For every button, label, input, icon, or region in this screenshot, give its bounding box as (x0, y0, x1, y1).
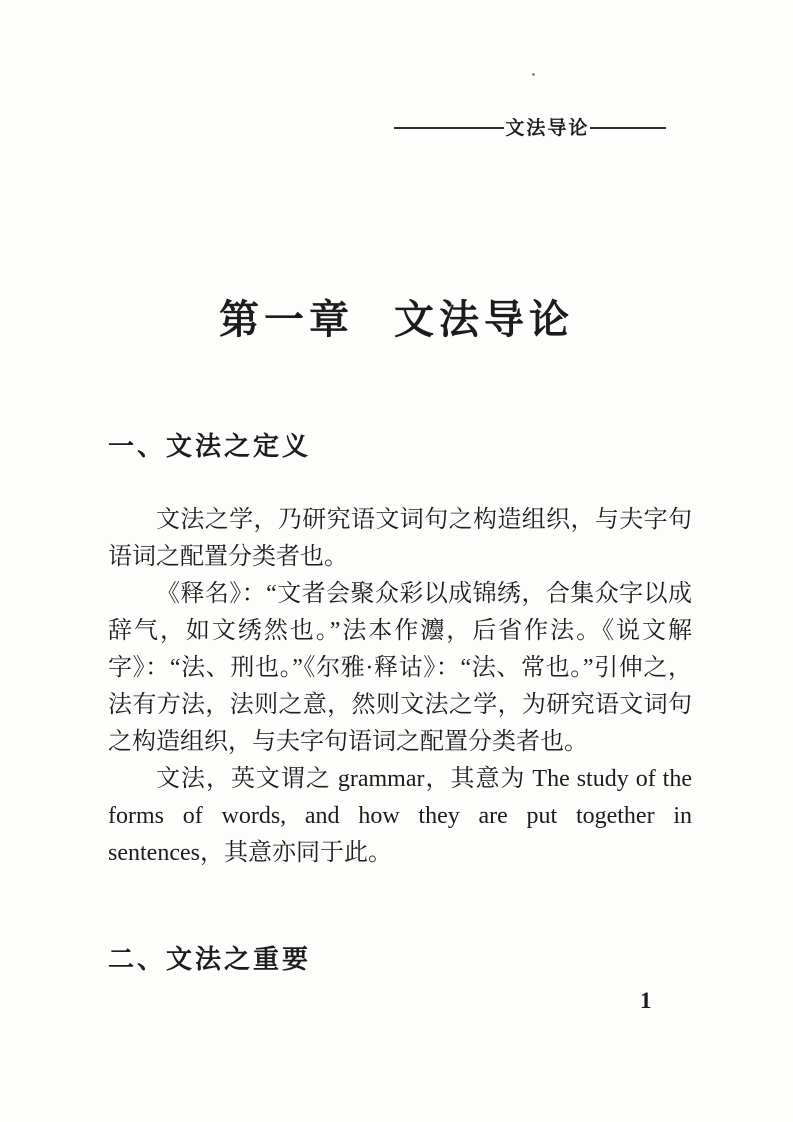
section-heading-definition: 一、文法之定义 (108, 432, 312, 462)
header-rule-left (394, 127, 504, 129)
scan-speck (532, 73, 535, 76)
chapter-number: 第一章 (219, 297, 354, 343)
page-number: 1 (640, 988, 652, 1013)
header-rule-right (590, 127, 666, 129)
chapter-name: 文法导论 (394, 297, 574, 343)
running-header (394, 112, 666, 144)
chapter-title (0, 296, 793, 344)
paragraph-definition: 文法之学，乃研究语文词句之构造组织，与夫字句语词之配置分类者也。 (108, 507, 692, 570)
paragraph-etymology: 《释名》：“文者会聚众彩以成锦绣，合集众字以成辞气，如文绣然也。”法本作灋，后省作法。《说文解字》：“法、刑也。”《尔雅·释诂》：“法、常也。”引伸之，法有方法，法则之意，然则文法之学，为研究语文词句之构造组织，与夫字句语词之配置分类者也。 (108, 581, 692, 755)
section-body (108, 502, 692, 872)
paragraph-english-term: 文法，英文谓之 grammar，其意为 The study of the forms of words, and how they are put together in sentences，其意亦同于此。 (108, 766, 692, 866)
running-title: 文法导论 (505, 117, 590, 139)
section-heading-importance: 二、文法之重要 (108, 945, 312, 975)
